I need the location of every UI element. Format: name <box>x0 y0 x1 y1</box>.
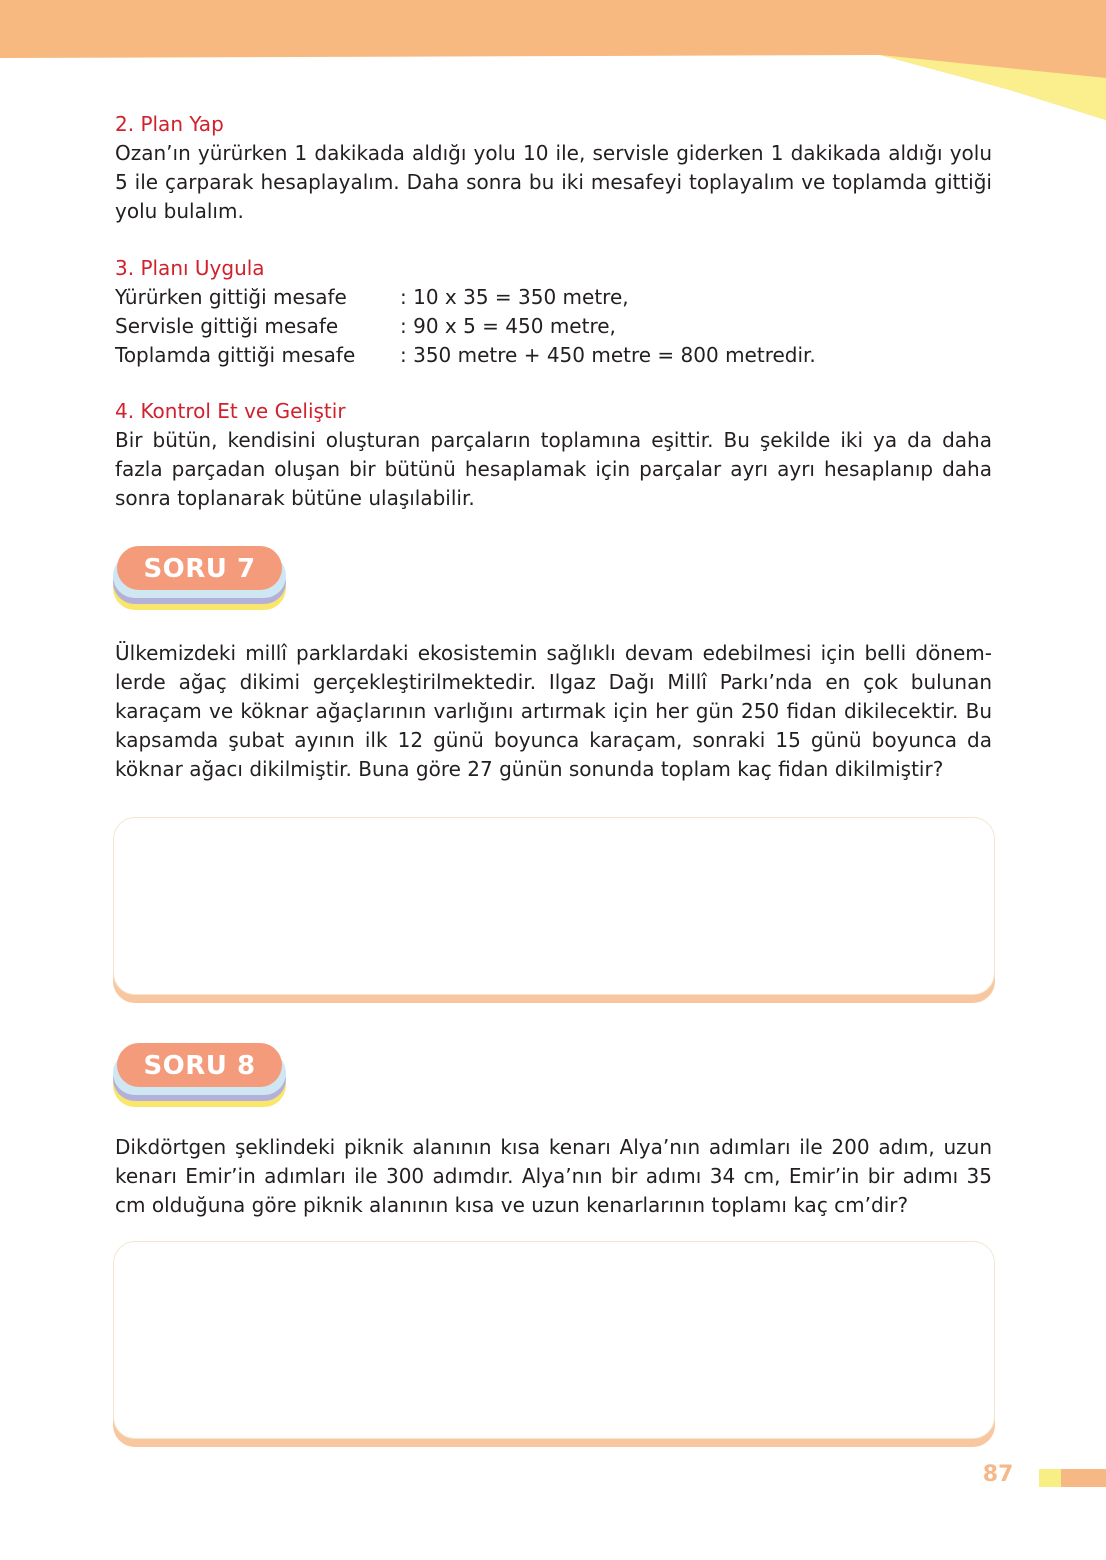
calculation-row <box>115 283 992 312</box>
page-number-accent-yellow <box>1039 1469 1061 1487</box>
step-2-text: Ozan’ın yürürken 1 dakikada aldığı yolu 10 ile, servisle giderken 1 dakikada aldığı yolu 5 ile çarparak hesaplayalım. Daha sonra bu iki mesafeyi toplayalım ve toplamda gittiği yolu bulalım. <box>115 141 992 223</box>
step-3-heading: 3. Planı Uygula <box>115 256 265 280</box>
calculation-label: Toplamda gittiği mesafe <box>115 343 356 367</box>
step-4-text: Bir bütün, kendisini oluşturan parçaların toplamına eşittir. Bu şekilde iki ya da daha fazla parçadan oluşan bir bütünü hesaplamak için parçalar ayrı ayrı hesaplanıp daha sonra toplanarak bütüne ulaşılabilir. <box>115 428 992 510</box>
step-2-heading: 2. Plan Yap <box>115 112 224 136</box>
step-2-section <box>115 110 992 226</box>
calculation-value: : 350 metre + 450 metre = 800 metredir. <box>400 343 816 367</box>
question-7-badge <box>113 546 288 614</box>
question-8-badge-label: SORU 8 <box>143 1051 256 1081</box>
calculation-row <box>115 312 992 341</box>
page-number: 87 <box>982 1462 1014 1487</box>
page-number-accent-orange <box>1061 1469 1106 1487</box>
question-8-section <box>115 1133 992 1220</box>
question-7-answer-box[interactable] <box>113 817 995 995</box>
calculation-label: Servisle gittiği mesafe <box>115 314 339 338</box>
calculation-label: Yürürken gittiği mesafe <box>115 285 347 309</box>
step-4-heading: 4. Kontrol Et ve Geliştir <box>115 399 346 423</box>
question-7-text: Ülkemizdeki millî parklardaki ekosistemin sağlıklı devam edebilmesi için belli dönem-lerde ağaç dikimi gerçekleştirilmektedir. Ilgaz Dağı Millî Parkı’nda en çok bulunan karaçam ve köknar ağaçlarının varlığını artırmak için her gün 250 fidan dikilecektir. Bu kapsamda şubat ayının ilk 12 günü boyunca karaçam, sonraki 15 günü boyunca da köknar ağacı dikilmiştir. Buna göre 27 günün sonunda toplam kaç fidan dikilmiştir? <box>115 641 992 781</box>
calculation-value: : 90 x 5 = 450 metre, <box>400 314 616 338</box>
question-8-badge <box>113 1043 288 1111</box>
calculation-row <box>115 341 992 370</box>
question-7-badge-label: SORU 7 <box>143 554 256 584</box>
question-8-text: Dikdörtgen şeklindeki piknik alanının kısa kenarı Alya’nın adımları ile 200 adım, uzun kenarı Emir’in adımları ile 300 adımdır. Alya’nın bir adımı 34 cm, Emir’in bir adımı 35 cm olduğuna göre piknik alanının kısa ve uzun kenarlarının toplamı kaç cm’dir? <box>115 1135 992 1217</box>
step-4-section <box>115 397 992 513</box>
step-3-section <box>115 254 992 370</box>
calculation-value: : 10 x 35 = 350 metre, <box>400 285 629 309</box>
question-8-answer-box[interactable] <box>113 1241 995 1439</box>
question-7-section <box>115 639 992 784</box>
